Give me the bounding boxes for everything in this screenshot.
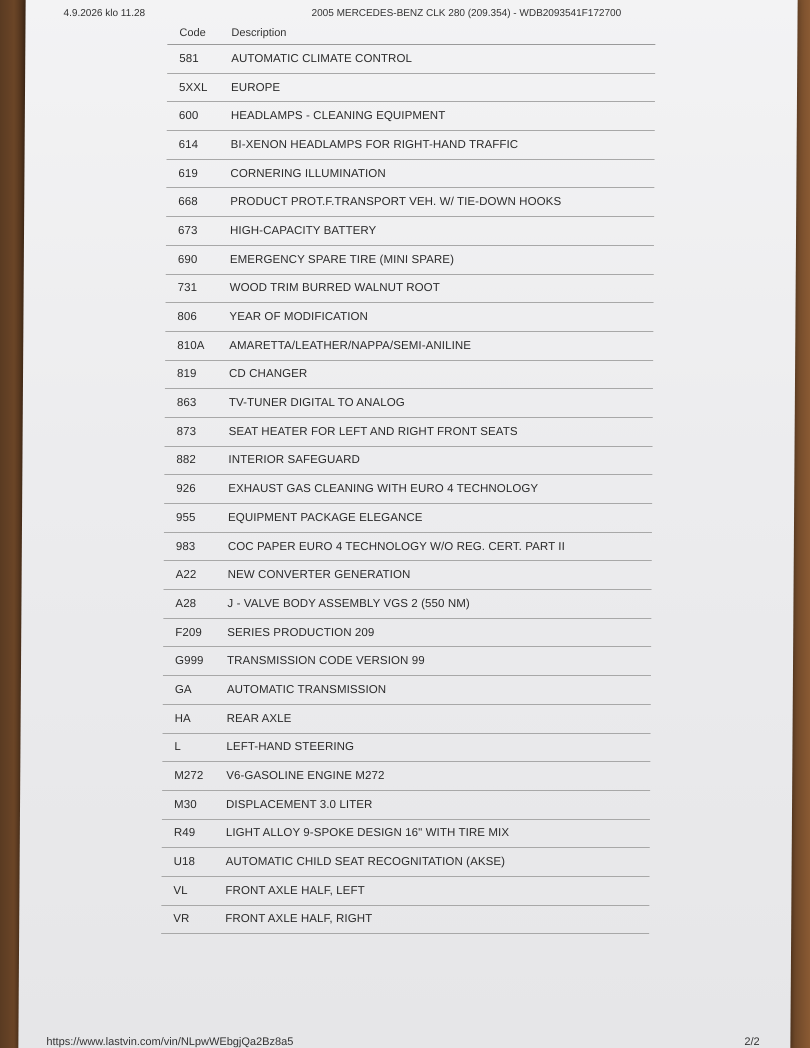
option-description: EQUIPMENT PACKAGE ELEGANCE bbox=[228, 511, 423, 524]
option-code: 819 bbox=[177, 368, 197, 381]
option-description: V6-GASOLINE ENGINE M272 bbox=[226, 770, 385, 783]
option-description: SEAT HEATER FOR LEFT AND RIGHT FRONT SEATS bbox=[228, 425, 518, 438]
table-row bbox=[167, 131, 655, 160]
table-row bbox=[166, 188, 654, 217]
option-code: 955 bbox=[176, 511, 196, 524]
table-row bbox=[162, 791, 650, 820]
table-row bbox=[162, 734, 650, 763]
option-description: NEW CONVERTER GENERATION bbox=[227, 569, 411, 582]
table-row bbox=[164, 504, 652, 533]
option-code: L bbox=[174, 741, 181, 754]
table-row bbox=[167, 45, 655, 74]
table-header bbox=[167, 22, 655, 45]
printed-page bbox=[18, 0, 797, 1048]
option-code: 926 bbox=[176, 483, 196, 496]
option-code: 882 bbox=[176, 454, 196, 467]
option-description: CD CHANGER bbox=[229, 368, 308, 381]
option-description: EXHAUST GAS CLEANING WITH EURO 4 TECHNOLOGY bbox=[228, 483, 539, 496]
option-code: GA bbox=[174, 683, 192, 696]
option-code: 810A bbox=[177, 339, 205, 352]
table-row bbox=[164, 447, 652, 476]
option-code: U18 bbox=[173, 856, 196, 869]
table-row bbox=[166, 160, 654, 189]
option-code: A22 bbox=[175, 569, 197, 582]
option-description: HIGH-CAPACITY BATTERY bbox=[230, 224, 377, 237]
page-number: 2/2 bbox=[744, 1036, 760, 1048]
option-codes-table bbox=[161, 22, 655, 934]
table-row bbox=[165, 389, 653, 418]
option-code: 806 bbox=[177, 311, 197, 324]
option-description: J - VALVE BODY ASSEMBLY VGS 2 (550 NM) bbox=[227, 597, 470, 610]
table-row bbox=[163, 676, 651, 705]
option-code: 673 bbox=[178, 224, 198, 237]
option-description: INTERIOR SAFEGUARD bbox=[228, 454, 361, 467]
option-code: HA bbox=[174, 712, 191, 725]
option-description: AUTOMATIC CHILD SEAT RECOGNITATION (AKSE) bbox=[225, 856, 506, 869]
option-code: 668 bbox=[178, 196, 198, 209]
option-code: G999 bbox=[174, 655, 204, 668]
option-description: TV-TUNER DIGITAL TO ANALOG bbox=[228, 397, 405, 410]
option-code: 5XXL bbox=[179, 81, 208, 94]
option-description: WOOD TRIM BURRED WALNUT ROOT bbox=[229, 282, 440, 295]
option-code: 619 bbox=[178, 167, 198, 180]
option-description: COC PAPER EURO 4 TECHNOLOGY W/O REG. CERT. PART II bbox=[227, 540, 565, 553]
option-description: HEADLAMPS - CLEANING EQUIPMENT bbox=[230, 110, 446, 123]
option-code: R49 bbox=[173, 827, 196, 840]
option-description: SERIES PRODUCTION 209 bbox=[227, 626, 375, 639]
table-row bbox=[166, 217, 654, 246]
option-description: CORNERING ILLUMINATION bbox=[230, 167, 386, 180]
table-row bbox=[163, 590, 651, 619]
table-row bbox=[161, 877, 649, 906]
option-description: LIGHT ALLOY 9-SPOKE DESIGN 16" WITH TIRE MIX bbox=[225, 827, 510, 840]
table-row bbox=[166, 246, 654, 275]
option-description: EUROPE bbox=[231, 81, 281, 94]
option-description: AUTOMATIC CLIMATE CONTROL bbox=[231, 52, 413, 65]
table-row bbox=[163, 647, 651, 676]
option-code: F209 bbox=[175, 626, 202, 639]
table-row bbox=[164, 475, 652, 504]
source-url: https://www.lastvin.com/vin/NLpwWEbgjQa2Bz8a5 bbox=[46, 1036, 294, 1048]
option-description: EMERGENCY SPARE TIRE (MINI SPARE) bbox=[229, 253, 455, 266]
table-row bbox=[162, 848, 650, 877]
option-description: BI-XENON HEADLAMPS FOR RIGHT-HAND TRAFFIC bbox=[230, 138, 519, 151]
option-code: 690 bbox=[177, 253, 198, 266]
option-code: 581 bbox=[179, 52, 199, 65]
option-code: VL bbox=[173, 884, 188, 897]
vehicle-title: 2005 MERCEDES-BENZ CLK 280 (209.354) - WDB2093541F172700 bbox=[311, 8, 622, 19]
table-row bbox=[163, 705, 651, 734]
option-description: TRANSMISSION CODE VERSION 99 bbox=[226, 655, 425, 668]
option-description: PRODUCT PROT.F.TRANSPORT VEH. W/ TIE-DOWN HOOKS bbox=[230, 196, 562, 209]
table-row bbox=[164, 533, 652, 562]
table-row bbox=[164, 561, 652, 590]
table-row bbox=[163, 619, 651, 648]
option-code: 873 bbox=[176, 425, 197, 438]
table-row bbox=[165, 303, 653, 332]
option-description: DISPLACEMENT 3.0 LITER bbox=[225, 798, 373, 811]
print-date: 4.9.2026 klo 11.28 bbox=[63, 8, 146, 19]
option-description: FRONT AXLE HALF, LEFT bbox=[225, 884, 365, 897]
column-header-code: Code bbox=[179, 27, 206, 39]
option-code: M272 bbox=[174, 770, 204, 783]
option-description: REAR AXLE bbox=[226, 712, 292, 725]
option-code: A28 bbox=[175, 597, 197, 610]
table-row bbox=[165, 418, 653, 447]
option-code: 600 bbox=[178, 110, 199, 123]
option-code: 731 bbox=[177, 282, 198, 295]
option-description: AMARETTA/LEATHER/NAPPA/SEMI-ANILINE bbox=[229, 339, 472, 352]
option-description: LEFT-HAND STEERING bbox=[226, 741, 355, 754]
table-row bbox=[167, 102, 655, 131]
option-code: M30 bbox=[173, 798, 197, 811]
table-body bbox=[161, 45, 655, 934]
option-code: VR bbox=[173, 913, 190, 926]
table-row bbox=[167, 74, 655, 103]
column-header-description: Description bbox=[231, 27, 287, 39]
option-description: YEAR OF MODIFICATION bbox=[229, 311, 369, 324]
table-row bbox=[161, 906, 649, 935]
table-row bbox=[162, 820, 650, 849]
option-description: AUTOMATIC TRANSMISSION bbox=[226, 683, 387, 696]
table-row bbox=[166, 275, 654, 304]
option-code: 863 bbox=[176, 397, 197, 410]
option-code: 983 bbox=[175, 540, 196, 553]
option-code: 614 bbox=[178, 138, 199, 151]
table-row bbox=[165, 332, 653, 361]
table-row bbox=[165, 361, 653, 390]
table-row bbox=[162, 762, 650, 791]
option-description: FRONT AXLE HALF, RIGHT bbox=[225, 913, 373, 926]
